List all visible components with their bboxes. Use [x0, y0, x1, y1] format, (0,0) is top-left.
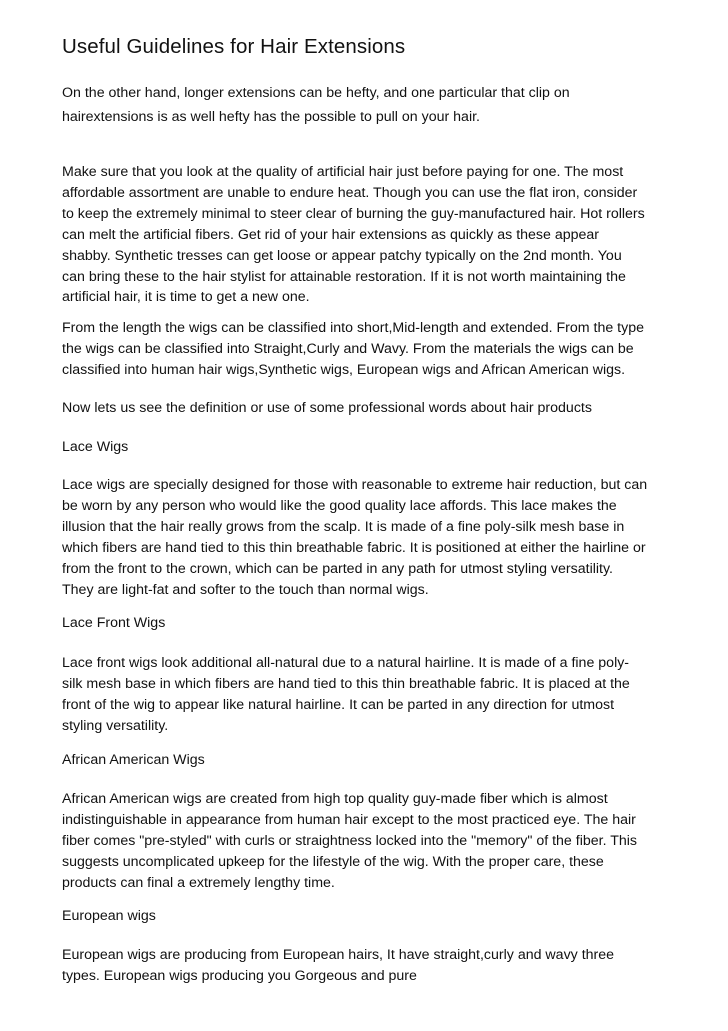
text-line: be worn by any person who would like the good quality lace affords. This lace makes the [62, 497, 617, 514]
text-line: hairextensions is as well hefty has the possible to pull on your hair. [62, 108, 480, 125]
text-line: which fibers are hand tied to this thin breathable fabric. It is positioned at either the hairline or [62, 539, 646, 556]
text-line: can melt the artificial fibers. Get rid of your hair extensions as quickly as these appear [62, 226, 600, 243]
text-line: indistinguishable in appearance from human hair except to the most practiced eye. The hair [62, 811, 636, 828]
text-line: affordable assortment are unable to endure heat. Though you can use the flat iron, consider [62, 184, 638, 201]
text-line: styling versatility. [62, 717, 169, 734]
text-line: classified into human hair wigs,Synthetic wigs, European wigs and African American wigs. [62, 361, 626, 378]
text-line: Make sure that you look at the quality of artificial hair just before paying for one. The most [62, 164, 624, 180]
text-line: can bring these to the hair stylist for attainable restoration. If it is not worth maintaining the [62, 268, 626, 285]
text-line: Lace wigs are specially designed for those with reasonable to extreme hair reduction, but can [62, 477, 648, 493]
text-line: products can final a extremely lengthy time. [62, 874, 335, 891]
heading-european-wigs [62, 906, 674, 927]
text-line: types. European wigs producing you Gorgeous and pure [62, 967, 417, 984]
text-line: Lace front wigs look additional all-natural due to a natural hairline. It is made of a fine poly- [62, 655, 630, 671]
text-line: On the other hand, longer extensions can be hefty, and one particular that clip on [62, 85, 570, 101]
section-heading: Lace Front Wigs [62, 615, 166, 631]
paragraph-wig-classification [62, 318, 674, 381]
heading-african-american-wigs [62, 750, 674, 771]
text-line: African American wigs are created from high top quality guy-made fiber which is almost [62, 791, 608, 807]
paragraph-lace-front-wigs [62, 653, 674, 737]
paragraph-african-american-wigs [62, 789, 674, 894]
text-line: They are light-fat and softer to the touch than normal wigs. [62, 581, 429, 598]
section-heading: African American Wigs [62, 752, 205, 768]
paragraph-lace-wigs [62, 475, 674, 600]
heading-lace-wigs [62, 437, 674, 458]
text-line: fiber comes "pre-styled" with curls or straightness locked into the "memory" of the fiber. This [62, 832, 638, 849]
text-line: to keep the extremely minimal to steer clear of burning the guy-manufactured hair. Hot rollers [62, 205, 645, 222]
paragraph-european-wigs [62, 945, 674, 987]
text-line: Now lets us see the definition or use of some professional words about hair products [62, 400, 592, 416]
paragraph-artificial-hair-quality [62, 162, 674, 308]
text-line: From the length the wigs can be classified into short,Mid-length and extended. From the type [62, 320, 644, 336]
text-line: silk mesh base in which fibers are hand tied to this thin breathable fabric. It is placed at the [62, 675, 630, 692]
text-line: shabby. Synthetic tresses can get loose or appear patchy typically on the 2nd month. You [62, 247, 622, 264]
text-line: European wigs are producing from European hairs, It have straight,curly and wavy three [62, 947, 615, 963]
paragraph-intro [62, 82, 674, 129]
heading-lace-front-wigs [62, 613, 674, 634]
document-title: Useful Guidelines for Hair Extensions [62, 35, 406, 58]
text-line: from the front to the crown, which can be parted in any path for utmost styling versatility. [62, 560, 613, 577]
text-line: artificial hair, it is time to get a new one. [62, 289, 310, 306]
text-line: the wigs can be classified into Straight,Curly and Wavy. From the materials the wigs can be [62, 340, 634, 357]
section-heading: Lace Wigs [62, 439, 129, 455]
text-line: suggests uncomplicated upkeep for the lifestyle of the wig. With the proper care, these [62, 853, 604, 870]
text-line: illusion that the hair really grows from the scalp. It is made of a fine poly-silk mesh base in [62, 518, 625, 535]
paragraph-definitions-intro [62, 398, 674, 419]
text-line: front of the wig to appear like natural hairline. It can be parted in any direction for utmost [62, 696, 615, 713]
section-heading: European wigs [62, 908, 156, 924]
